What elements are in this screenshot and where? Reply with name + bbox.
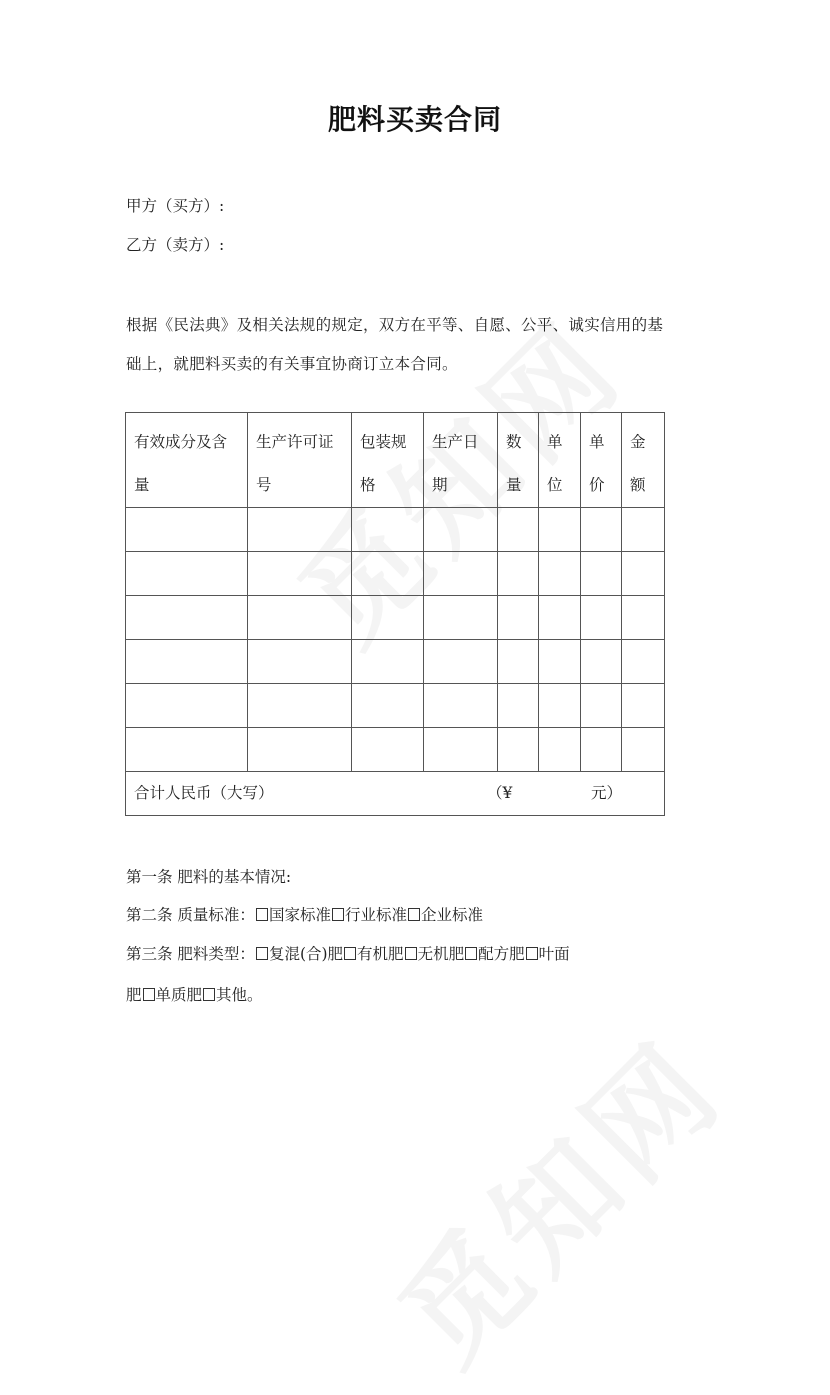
checkbox-foliar-fertilizer[interactable] bbox=[526, 947, 538, 960]
goods-table bbox=[125, 412, 665, 816]
table-cell[interactable] bbox=[248, 596, 352, 640]
total-cell[interactable] bbox=[126, 772, 665, 816]
header-text: 位 bbox=[547, 476, 563, 494]
header-quantity bbox=[498, 413, 539, 508]
option-label: 无机肥 bbox=[417, 945, 465, 963]
table-cell[interactable] bbox=[539, 596, 581, 640]
table-cell[interactable] bbox=[622, 508, 665, 552]
table-cell[interactable] bbox=[581, 596, 622, 640]
article-3-continued bbox=[126, 983, 263, 1005]
checkbox-formula-fertilizer[interactable] bbox=[465, 947, 477, 960]
article-2 bbox=[126, 903, 483, 925]
checkbox-single-nutrient-fertilizer[interactable] bbox=[143, 988, 155, 1001]
table-cell[interactable] bbox=[424, 508, 498, 552]
header-amount bbox=[622, 413, 665, 508]
header-text: 量 bbox=[506, 476, 522, 494]
header-license-number bbox=[248, 413, 352, 508]
table-cell[interactable] bbox=[126, 552, 248, 596]
option-label: 有机肥 bbox=[357, 945, 404, 963]
table-cell[interactable] bbox=[539, 552, 581, 596]
checkbox-enterprise-standard[interactable] bbox=[408, 908, 420, 921]
table-row bbox=[126, 552, 665, 596]
table-cell[interactable] bbox=[539, 508, 581, 552]
table-cell[interactable] bbox=[352, 684, 424, 728]
table-cell[interactable] bbox=[539, 640, 581, 684]
watermark bbox=[356, 997, 753, 1394]
header-text: 量 bbox=[134, 476, 150, 494]
table-cell[interactable] bbox=[581, 684, 622, 728]
table-cell[interactable] bbox=[498, 684, 539, 728]
header-text: 包装规 bbox=[360, 433, 407, 451]
checkbox-compound-fertilizer[interactable] bbox=[256, 947, 268, 960]
table-cell[interactable] bbox=[352, 596, 424, 640]
table-cell[interactable] bbox=[622, 596, 665, 640]
table-cell[interactable] bbox=[498, 508, 539, 552]
table-cell[interactable] bbox=[424, 552, 498, 596]
checkbox-other[interactable] bbox=[203, 988, 215, 1001]
table-row bbox=[126, 684, 665, 728]
header-unit bbox=[539, 413, 581, 508]
table-cell[interactable] bbox=[352, 552, 424, 596]
header-production-date bbox=[424, 413, 498, 508]
article-2-prefix: 第二条 质量标准： bbox=[126, 906, 255, 924]
option-label: 叶面 bbox=[538, 945, 570, 963]
table-row bbox=[126, 640, 665, 684]
table-cell[interactable] bbox=[622, 640, 665, 684]
table-cell[interactable] bbox=[126, 596, 248, 640]
table-cell[interactable] bbox=[248, 684, 352, 728]
table-cell[interactable] bbox=[498, 552, 539, 596]
total-label: 合计人民币（大写） bbox=[134, 784, 274, 802]
option-label: 其他。 bbox=[216, 986, 263, 1004]
header-package-spec bbox=[352, 413, 424, 508]
option-label: 肥 bbox=[126, 986, 142, 1004]
table-header-row bbox=[126, 413, 665, 508]
checkbox-inorganic-fertilizer[interactable] bbox=[405, 947, 417, 960]
total-yuan-label: 元） bbox=[591, 784, 623, 802]
table-cell[interactable] bbox=[352, 508, 424, 552]
header-text: 号 bbox=[256, 476, 272, 494]
header-text: 额 bbox=[630, 476, 646, 494]
header-text: 价 bbox=[589, 476, 605, 494]
table-cell[interactable] bbox=[581, 728, 622, 772]
table-total-row bbox=[126, 772, 665, 816]
header-ingredient bbox=[126, 413, 248, 508]
table-cell[interactable] bbox=[352, 728, 424, 772]
total-yen-label: （¥ bbox=[487, 784, 513, 802]
table-cell[interactable] bbox=[248, 552, 352, 596]
checkbox-industry-standard[interactable] bbox=[332, 908, 344, 921]
table-row bbox=[126, 508, 665, 552]
header-text: 期 bbox=[432, 476, 448, 494]
table-row bbox=[126, 596, 665, 640]
header-text: 单 bbox=[589, 433, 605, 451]
table-cell[interactable] bbox=[498, 596, 539, 640]
party-a-label: 甲方（买方）: bbox=[126, 197, 225, 215]
table-cell[interactable] bbox=[622, 684, 665, 728]
table-row bbox=[126, 728, 665, 772]
checkbox-national-standard[interactable] bbox=[256, 908, 268, 921]
article-3 bbox=[126, 942, 570, 964]
table-cell[interactable] bbox=[424, 640, 498, 684]
intro-paragraph-line-2: 础上，就肥料买卖的有关事宜协商订立本合同。 bbox=[126, 355, 458, 373]
table-cell[interactable] bbox=[622, 728, 665, 772]
option-label: 单质肥 bbox=[155, 986, 203, 1004]
table-cell[interactable] bbox=[248, 640, 352, 684]
header-text: 生产许可证 bbox=[256, 433, 334, 451]
intro-paragraph-line-1: 根据《民法典》及相关法规的规定，双方在平等、自愿、公平、诚实信用的基 bbox=[126, 316, 664, 334]
header-unit-price bbox=[581, 413, 622, 508]
table-cell[interactable] bbox=[581, 552, 622, 596]
table-cell[interactable] bbox=[581, 508, 622, 552]
option-label: 国家标准 bbox=[268, 906, 331, 924]
table-cell[interactable] bbox=[248, 728, 352, 772]
table-cell[interactable] bbox=[424, 596, 498, 640]
article-1: 第一条 肥料的基本情况: bbox=[126, 868, 292, 886]
table-cell[interactable] bbox=[424, 728, 498, 772]
header-text: 单 bbox=[547, 433, 563, 451]
table-cell[interactable] bbox=[539, 728, 581, 772]
table-cell[interactable] bbox=[498, 640, 539, 684]
option-label: 配方肥 bbox=[478, 945, 525, 963]
option-label: 复混(合)肥 bbox=[268, 945, 344, 963]
table-cell[interactable] bbox=[126, 728, 248, 772]
option-label: 行业标准 bbox=[344, 906, 407, 924]
header-text: 格 bbox=[360, 476, 376, 494]
table-cell[interactable] bbox=[248, 508, 352, 552]
table-cell[interactable] bbox=[126, 640, 248, 684]
header-text: 有效成分及含 bbox=[134, 433, 228, 451]
document-title: 肥料买卖合同 bbox=[327, 103, 502, 136]
header-text: 生产日 bbox=[432, 433, 479, 451]
table-cell[interactable] bbox=[424, 684, 498, 728]
table-cell[interactable] bbox=[498, 728, 539, 772]
table-cell[interactable] bbox=[581, 640, 622, 684]
table-cell[interactable] bbox=[126, 508, 248, 552]
header-text: 金 bbox=[630, 433, 646, 451]
article-3-prefix: 第三条 肥料类型： bbox=[126, 945, 255, 963]
table-cell[interactable] bbox=[539, 684, 581, 728]
party-b-label: 乙方（卖方）: bbox=[126, 236, 225, 254]
table-cell[interactable] bbox=[352, 640, 424, 684]
option-label: 企业标准 bbox=[420, 906, 483, 924]
header-text: 数 bbox=[506, 433, 522, 451]
checkbox-organic-fertilizer[interactable] bbox=[344, 947, 356, 960]
table-cell[interactable] bbox=[126, 684, 248, 728]
table-cell[interactable] bbox=[622, 552, 665, 596]
